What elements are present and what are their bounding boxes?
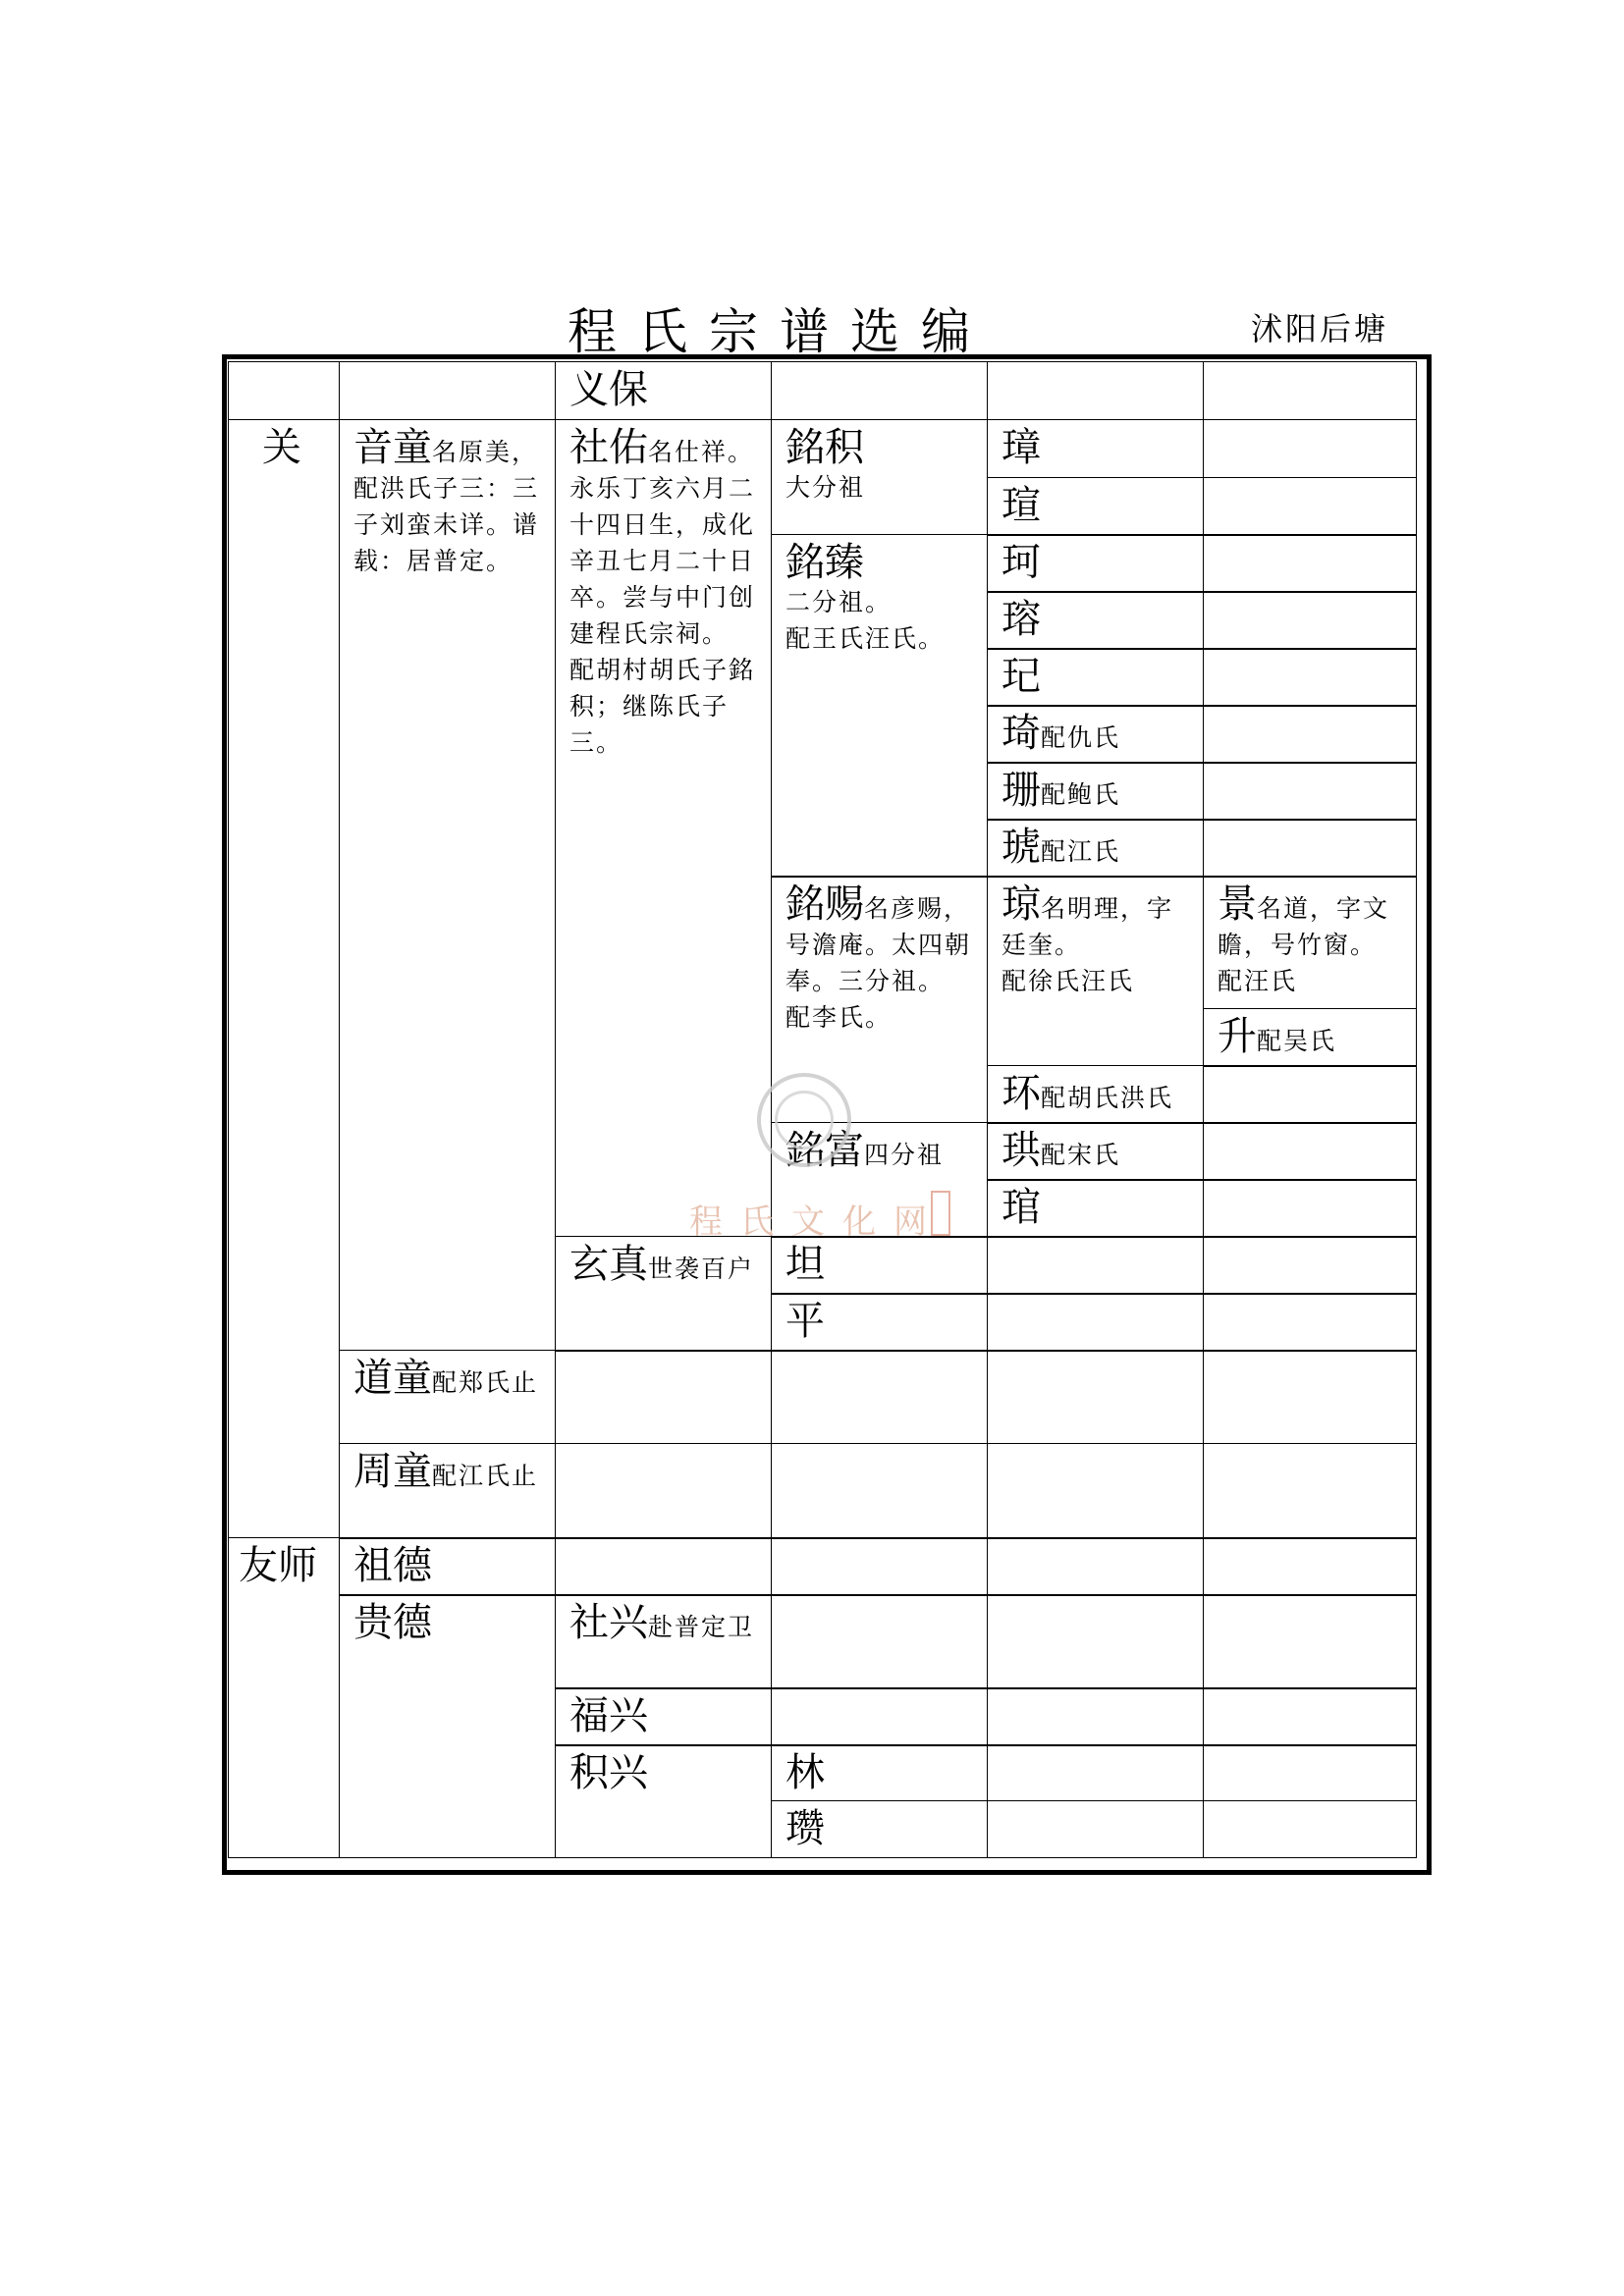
person-name: 琯 bbox=[1001, 1185, 1041, 1230]
table-cell-empty bbox=[987, 1350, 1204, 1444]
person-name: 瑢 bbox=[1001, 597, 1041, 642]
person-note: 配郑氏止 bbox=[432, 1368, 539, 1397]
person-note: 世袭百户 bbox=[648, 1255, 755, 1283]
table-cell-empty bbox=[1203, 361, 1417, 420]
person-note: 大分祖 bbox=[785, 473, 866, 502]
table-cell-empty bbox=[987, 1236, 1204, 1295]
person-name: 璋 bbox=[1001, 425, 1041, 470]
person-qi bbox=[987, 705, 1204, 764]
person-name: 林 bbox=[785, 1750, 825, 1795]
person-fuxing bbox=[555, 1687, 772, 1746]
person-name: 社兴 bbox=[569, 1600, 648, 1645]
person-hu bbox=[987, 819, 1204, 878]
table-cell-empty bbox=[1203, 1065, 1417, 1124]
person-mingji bbox=[771, 419, 988, 535]
table-cell-empty bbox=[1203, 591, 1417, 650]
document-subtitle: 沭阳后塘 bbox=[1251, 310, 1389, 347]
person-note: 四分祖 bbox=[864, 1141, 945, 1169]
person-note: 配仇氏 bbox=[1041, 723, 1121, 752]
person-name: 平 bbox=[785, 1299, 825, 1344]
person-name: 道童 bbox=[353, 1356, 432, 1401]
watermark-text: 程氏文化网 bbox=[689, 1202, 945, 1242]
table-cell-empty bbox=[555, 1537, 772, 1596]
table-cell-empty bbox=[1203, 1800, 1417, 1858]
person-note: 赴普定卫 bbox=[648, 1613, 755, 1641]
person-name: 玘 bbox=[1001, 654, 1041, 699]
person-jixing bbox=[555, 1744, 772, 1858]
person-note: 配吴氏 bbox=[1257, 1027, 1337, 1055]
table-cell-empty bbox=[771, 1594, 988, 1689]
person-note: 配鲍氏 bbox=[1041, 780, 1121, 809]
branch-guan bbox=[228, 419, 340, 1538]
person-note: 名明理，字廷奎。 bbox=[1001, 894, 1174, 959]
person-name: 周童 bbox=[353, 1449, 432, 1494]
person-name: 珂 bbox=[1001, 540, 1041, 585]
table-cell-empty bbox=[1203, 819, 1417, 878]
person-spouse-note: 配王氏汪氏。 bbox=[785, 624, 946, 653]
person-name: 琥 bbox=[1001, 825, 1041, 870]
person-ji bbox=[987, 648, 1204, 707]
person-shexing bbox=[555, 1594, 772, 1689]
person-name: 升 bbox=[1218, 1014, 1257, 1059]
person-daotong bbox=[339, 1350, 556, 1444]
table-cell-empty bbox=[987, 1443, 1204, 1539]
table-cell-empty bbox=[1203, 534, 1417, 593]
person-name: 景 bbox=[1218, 881, 1257, 927]
table-cell-empty bbox=[987, 1293, 1204, 1352]
table-cell-empty bbox=[987, 1800, 1204, 1858]
person-note: 配胡氏洪氏 bbox=[1041, 1084, 1174, 1112]
person-name: 琼 bbox=[1001, 881, 1041, 927]
table-cell-empty bbox=[1203, 477, 1417, 536]
table-cell-empty bbox=[771, 1537, 988, 1596]
person-rong bbox=[987, 591, 1204, 650]
person-xuan bbox=[987, 477, 1204, 536]
person-name: 瑄 bbox=[1001, 483, 1041, 528]
table-cell-empty bbox=[771, 1350, 988, 1444]
person-name: 音童 bbox=[353, 425, 432, 470]
person-guide bbox=[339, 1594, 556, 1858]
person-zude bbox=[339, 1537, 556, 1596]
person-sheng bbox=[1203, 1008, 1417, 1067]
table-cell-empty bbox=[1203, 1537, 1417, 1596]
table-cell-empty bbox=[771, 1443, 988, 1539]
table-cell-empty bbox=[987, 361, 1204, 420]
person-name: 銘富 bbox=[785, 1128, 864, 1173]
person-name: 积兴 bbox=[569, 1750, 648, 1795]
person-ke bbox=[987, 534, 1204, 593]
person-note: 名道，字文瞻，号竹窗。 bbox=[1218, 894, 1390, 959]
person-name: 坦 bbox=[785, 1242, 825, 1287]
person-note: 名仕祥。永乐丁亥六月二十四日生，成化辛丑七月二十日卒。尝与中门创建程氏宗祠。 bbox=[569, 438, 756, 648]
table-cell-empty bbox=[228, 361, 340, 420]
table-cell-empty bbox=[1203, 1122, 1417, 1181]
person-shan bbox=[987, 762, 1204, 821]
person-ping bbox=[771, 1293, 988, 1352]
person-gong bbox=[987, 1122, 1204, 1181]
table-cell-empty bbox=[1203, 1744, 1417, 1801]
person-name: 琦 bbox=[1001, 711, 1041, 756]
table-cell-empty bbox=[771, 1687, 988, 1746]
branch-youshi bbox=[228, 1537, 340, 1858]
person-spouse-note: 配李氏。 bbox=[785, 1003, 893, 1032]
branch-name: 关 bbox=[262, 425, 301, 470]
branch-name: 友师 bbox=[239, 1543, 317, 1588]
table-cell-empty bbox=[771, 361, 988, 420]
person-name: 銘臻 bbox=[785, 540, 864, 585]
table-cell-empty bbox=[1203, 419, 1417, 478]
watermark-stamp-icon bbox=[931, 1191, 950, 1236]
person-yibao bbox=[555, 361, 772, 420]
person-spouse-note: 配胡村胡氏子銘积；继陈氏子三。 bbox=[569, 656, 756, 757]
person-zhang bbox=[987, 419, 1204, 478]
person-tan bbox=[771, 1236, 988, 1295]
person-yintong bbox=[339, 419, 556, 1351]
person-note: 名彦赐，号澹庵。太四朝奉。三分祖。 bbox=[785, 894, 972, 995]
table-cell-empty bbox=[1203, 705, 1417, 764]
table-cell-empty bbox=[1203, 1236, 1417, 1295]
table-cell-empty bbox=[987, 1537, 1204, 1596]
person-xuanzhen bbox=[555, 1236, 772, 1352]
person-name: 銘积 bbox=[785, 425, 864, 470]
person-guan2 bbox=[987, 1179, 1204, 1238]
table-cell-empty bbox=[1203, 1687, 1417, 1746]
person-spouse-note: 配汪氏 bbox=[1218, 967, 1298, 995]
watermark-seal-icon bbox=[757, 1073, 851, 1167]
person-note: 配江氏 bbox=[1041, 837, 1121, 866]
table-cell-empty bbox=[555, 1443, 772, 1539]
person-name: 珙 bbox=[1001, 1128, 1041, 1173]
person-name: 銘赐 bbox=[785, 881, 864, 927]
table-cell-empty bbox=[1203, 1293, 1417, 1352]
table-cell-empty bbox=[339, 361, 556, 420]
person-name: 义保 bbox=[569, 367, 648, 412]
person-name: 环 bbox=[1001, 1071, 1041, 1116]
person-note: 配宋氏 bbox=[1041, 1141, 1121, 1169]
table-cell-empty bbox=[1203, 648, 1417, 707]
person-note: 二分祖。 bbox=[785, 588, 893, 616]
person-spouse-note: 配徐氏汪氏 bbox=[1001, 967, 1135, 995]
person-note: 名原美，配洪氏子三：三子刘蛮未详。谱载：居普定。 bbox=[353, 438, 540, 575]
table-cell-empty bbox=[987, 1594, 1204, 1689]
table-cell-empty bbox=[1203, 1179, 1417, 1238]
person-name: 瓒 bbox=[785, 1806, 825, 1851]
person-jing bbox=[987, 876, 1204, 1066]
table-cell-empty bbox=[1203, 1443, 1417, 1539]
table-cell-empty bbox=[987, 1687, 1204, 1746]
table-cell-empty bbox=[987, 1744, 1204, 1801]
person-zan bbox=[771, 1800, 988, 1858]
person-name: 贵德 bbox=[353, 1600, 432, 1645]
person-jing2 bbox=[1203, 876, 1417, 1009]
person-name: 玄真 bbox=[569, 1242, 648, 1287]
person-note: 配江氏止 bbox=[432, 1462, 539, 1490]
person-name: 福兴 bbox=[569, 1693, 648, 1738]
person-sheyou bbox=[555, 419, 772, 1237]
table-cell-empty bbox=[1203, 762, 1417, 821]
person-mingzhen bbox=[771, 534, 988, 878]
table-cell-empty bbox=[1203, 1350, 1417, 1444]
person-huan bbox=[987, 1065, 1204, 1124]
table-cell-empty bbox=[1203, 1594, 1417, 1689]
document-title: 程氏宗谱选编 bbox=[568, 303, 992, 360]
person-lin bbox=[771, 1744, 988, 1801]
person-name: 社佑 bbox=[569, 425, 648, 470]
person-name: 珊 bbox=[1001, 768, 1041, 813]
person-name: 祖德 bbox=[353, 1543, 432, 1588]
person-zhoutong bbox=[339, 1443, 556, 1539]
table-cell-empty bbox=[555, 1350, 772, 1444]
